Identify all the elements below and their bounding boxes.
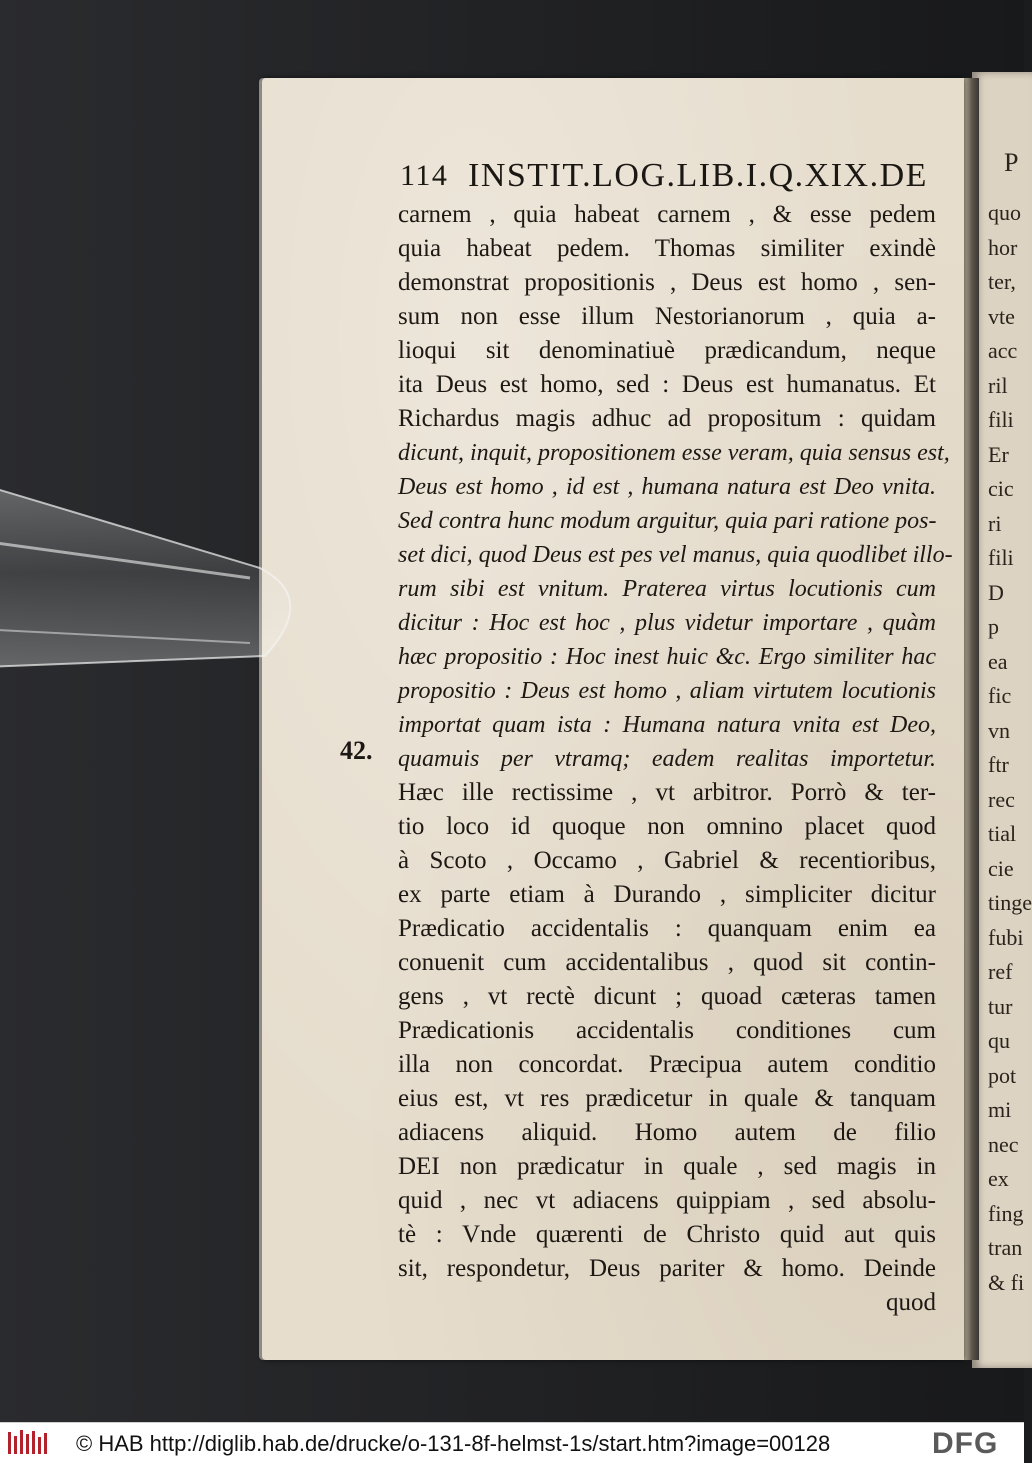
facing-page-fragment: rec xyxy=(988,786,1015,812)
facing-page-fragment: qu xyxy=(988,1028,1010,1053)
dfg-logo: DFG xyxy=(932,1427,999,1460)
facing-page-fragment: ril xyxy=(988,372,1008,398)
text-line: sit, respondetur, Deus pariter & homo. Deinde xyxy=(398,1255,936,1282)
text-line: sum non esse illum Nestorianorum , quia a- xyxy=(398,303,936,330)
facing-page-fragment: nec xyxy=(988,1131,1019,1157)
facing-page-fragment: mi xyxy=(988,1097,1012,1122)
text-line: adiacens aliquid. Homo autem de filio xyxy=(398,1119,936,1146)
text-line: rum sibi est vnitum. Praterea virtus locutionis cum xyxy=(398,576,936,602)
text-line: gens , vt rectè dicunt ; quoad cæteras tamen xyxy=(398,983,936,1010)
page-number: 114 xyxy=(400,159,449,192)
text-line: importat quam ista : Humana natura vnita est Deo, xyxy=(398,712,936,738)
facing-page-fragment: tran xyxy=(988,1235,1023,1260)
text-line: dicunt, inquit, propositionem esse veram, quia sensus est, xyxy=(398,440,950,466)
facing-page-fragment: fili xyxy=(988,545,1014,570)
facing-page-fragment: quo xyxy=(988,200,1021,225)
facing-page-fragment: p xyxy=(988,614,999,639)
facing-page-fragment: & fi xyxy=(988,1269,1025,1295)
text-line: quia habeat pedem. Thomas similiter exindè xyxy=(398,235,936,262)
facing-page-fragment: fic xyxy=(988,683,1012,708)
text-line: lioqui sit denominatiuè prædicandum, neque xyxy=(398,337,936,364)
running-header xyxy=(400,157,960,197)
facing-page-fragment: cie xyxy=(988,855,1014,881)
facing-page-fragment: vte xyxy=(988,303,1015,329)
facing-page-fragment: hor xyxy=(988,234,1018,260)
text-line: à Scoto , Occamo , Gabriel & recentioribus, xyxy=(398,847,936,874)
facing-page-fragment: vn xyxy=(988,717,1010,743)
facing-page-fragment: Er xyxy=(988,441,1009,467)
text-line: illa non concordat. Præcipua autem conditio xyxy=(398,1051,936,1078)
facing-page-head: P xyxy=(1004,148,1019,177)
facing-page-fragments xyxy=(988,196,1032,1300)
text-line: DEI non prædicatur in quale , sed magis in xyxy=(398,1153,936,1180)
facing-page-fragment: ter, xyxy=(988,269,1016,294)
text-line: dicitur : Hoc est hoc , plus videtur importare , quàm xyxy=(398,610,936,636)
text-line: Prædicatio accidentalis : quanquam enim ea xyxy=(398,915,936,942)
text-line: hæc propositio : Hoc inest huic &c. Ergo similiter hac xyxy=(398,644,936,670)
section-number: 42. xyxy=(340,736,373,765)
text-line: Deus est homo , id est , humana natura est Deo vnita. xyxy=(398,474,936,500)
text-line: tio loco id quoque non omnino placet quod xyxy=(398,813,936,840)
text-line: quamuis per vtramq; eadem realitas importetur. xyxy=(398,746,936,772)
text-line: Sed contra hunc modum arguitur, quia pari ratione pos- xyxy=(398,508,937,534)
page-body-text xyxy=(398,198,953,1320)
facing-page-fragment: acc xyxy=(988,338,1018,363)
facing-page-fragment: fing xyxy=(988,1200,1024,1226)
facing-page-fragment: cic xyxy=(988,476,1014,501)
text-line: ex parte etiam à Durando , simpliciter dicitur xyxy=(398,881,936,908)
facing-page-fragment: fubi xyxy=(988,924,1024,950)
text-line: conuenit cum accidentalibus , quod sit contin- xyxy=(398,949,936,976)
facing-page-fragment: D xyxy=(988,579,1004,605)
facing-page-fragment: ea xyxy=(988,648,1008,674)
facing-page-fragment: ftr xyxy=(988,752,1009,777)
running-title: INSTIT.LOG.LIB.I.Q.XIX.DE xyxy=(468,157,928,194)
glass-page-holder xyxy=(0,478,318,668)
text-line: Richardus magis adhuc ad propositum : quidam xyxy=(398,405,936,432)
facing-page-fragment: ex xyxy=(988,1166,1009,1191)
source-link[interactable]: © HAB http://diglib.hab.de/drucke/o-131-8f-helmst-1s/start.htm?image=00128 xyxy=(76,1431,831,1456)
facing-page-fragment: tur xyxy=(988,993,1013,1019)
text-line: Hæc ille rectissime , vt arbitror. Porrò & ter- xyxy=(398,779,936,806)
facing-page-fragment: ri xyxy=(988,510,1002,536)
facing-page-fragment: tial xyxy=(988,821,1017,846)
text-line: quid , nec vt adiacens quippiam , sed absolu- xyxy=(398,1187,936,1214)
text-line: set dici, quod Deus est pes vel manus, quia quodlibet illo- xyxy=(398,542,953,568)
text-line: tè : Vnde quærenti de Christo quid aut quis xyxy=(398,1221,936,1248)
text-line: Prædicationis accidentalis conditiones cum xyxy=(398,1017,936,1044)
text-line: carnem , quia habeat carnem , & esse pedem xyxy=(398,201,936,228)
footer-bar xyxy=(0,1422,1024,1463)
facing-page-fragment: fili xyxy=(988,407,1014,432)
catchword: quod xyxy=(886,1289,936,1316)
text-line: propositio : Deus est homo , aliam virtutem locutionis xyxy=(398,678,936,704)
facing-page-fragment: pot xyxy=(988,1062,1017,1088)
facing-page-fragment: tinge xyxy=(988,890,1032,915)
facing-page-fragment: ref xyxy=(988,959,1013,984)
text-line: demonstrat propositionis , Deus est homo , sen- xyxy=(398,269,936,296)
text-line: eius est, vt res prædicetur in quale & tanquam xyxy=(398,1085,936,1112)
hab-logo-icon xyxy=(6,1428,48,1458)
text-line: ita Deus est homo, sed : Deus est humanatus. Et xyxy=(398,371,936,398)
